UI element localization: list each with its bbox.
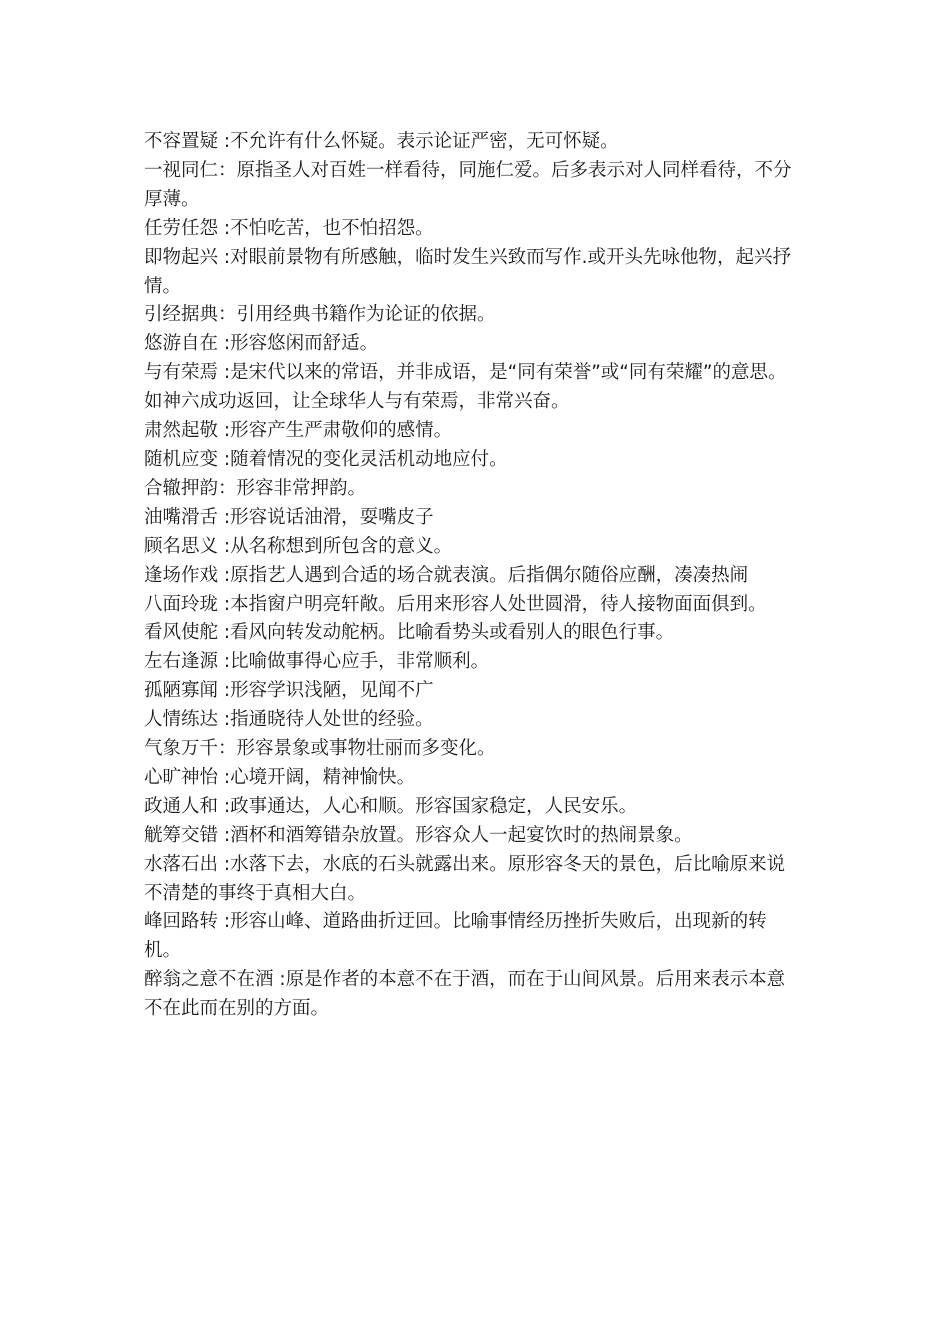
- idiom-entry: 任劳任怨 :不怕吃苦，也不怕招怨。: [144, 217, 434, 239]
- idiom-entry: 心旷神怡 :心境开阔，精神愉快。: [144, 766, 416, 788]
- idiom-entry: 水落石出 :水落下去，水底的石头就露出来。原形容冬天的景色，后比喻原来说不清楚的事终于真相大白。: [144, 853, 786, 904]
- idiom-entry: 油嘴滑舌 :形容说话油滑，耍嘴皮子: [144, 506, 434, 528]
- idiom-entry: 即物起兴 :对眼前景物有所感触，临时发生兴致而写作.或开头先咏他物，起兴抒情。: [144, 246, 791, 297]
- idiom-entry: 一视同仁：原指圣人对百姓一样看待，同施仁爱。后多表示对人同样看待，不分厚薄。: [144, 159, 792, 210]
- idiom-entry: 人情练达 :指通晓待人处世的经验。: [144, 709, 434, 731]
- idiom-entry: 气象万千：形容景象或事物壮丽而多变化。: [144, 738, 496, 760]
- idiom-entry: 八面玲珑 :本指窗户明亮轩敞。后用来形容人处世圆滑，待人接物面面俱到。: [144, 593, 767, 615]
- idiom-entry: 与有荣焉 :是宋代以来的常语，并非成语，是“同有荣誉”或“同有荣耀”的意思。如神六成功返回，让全球华人与有荣焉，非常兴奋。: [144, 362, 787, 413]
- idiom-entry: 左右逢源 :比喻做事得心应手，非常顺利。: [144, 651, 490, 673]
- idiom-entry: 政通人和 :政事通达，人心和顺。形容国家稳定，人民安乐。: [144, 795, 638, 817]
- idiom-list: [144, 128, 800, 1024]
- idiom-entry: 不容置疑 :不允许有什么怀疑。表示论证严密，无可怀疑。: [144, 131, 619, 152]
- idiom-entry: 看风使舵 :看风向转发动舵柄。比喻看势头或看别人的眼色行事。: [144, 622, 675, 644]
- idiom-entry: 峰回路转 :形容山峰、道路曲折迂回。比喻事情经历挫折失败后，出现新的转机。: [144, 911, 767, 962]
- idiom-entry: 肃然起敬 :形容产生严肃敬仰的感情。: [144, 420, 453, 442]
- idiom-entry: 随机应变 :随着情况的变化灵活机动地应付。: [144, 448, 508, 470]
- idiom-entry: 合辙押韵：形容非常押韵。: [144, 477, 367, 499]
- idiom-entry: 逢场作戏 :原指艺人遇到合适的场合就表演。后指偶尔随俗应酬，凑凑热闹: [144, 564, 749, 586]
- idiom-entry: 醉翁之意不在酒 :原是作者的本意不在于酒，而在于山间风景。后用来表示本意不在此而在别的方面。: [144, 969, 786, 1020]
- idiom-entry: 引经据典：引用经典书籍作为论证的依据。: [144, 304, 496, 326]
- idiom-entry: 悠游自在 :形容悠闲而舒适。: [144, 333, 379, 355]
- idiom-entry: 孤陋寡闻 :形容学识浅陋，见闻不广: [144, 680, 434, 702]
- idiom-entry: 觥筹交错 :酒杯和酒筹错杂放置。形容众人一起宴饮时的热闹景象。: [144, 824, 693, 846]
- idiom-entry: 顾名思义 :从名称想到所包含的意义。: [144, 535, 453, 557]
